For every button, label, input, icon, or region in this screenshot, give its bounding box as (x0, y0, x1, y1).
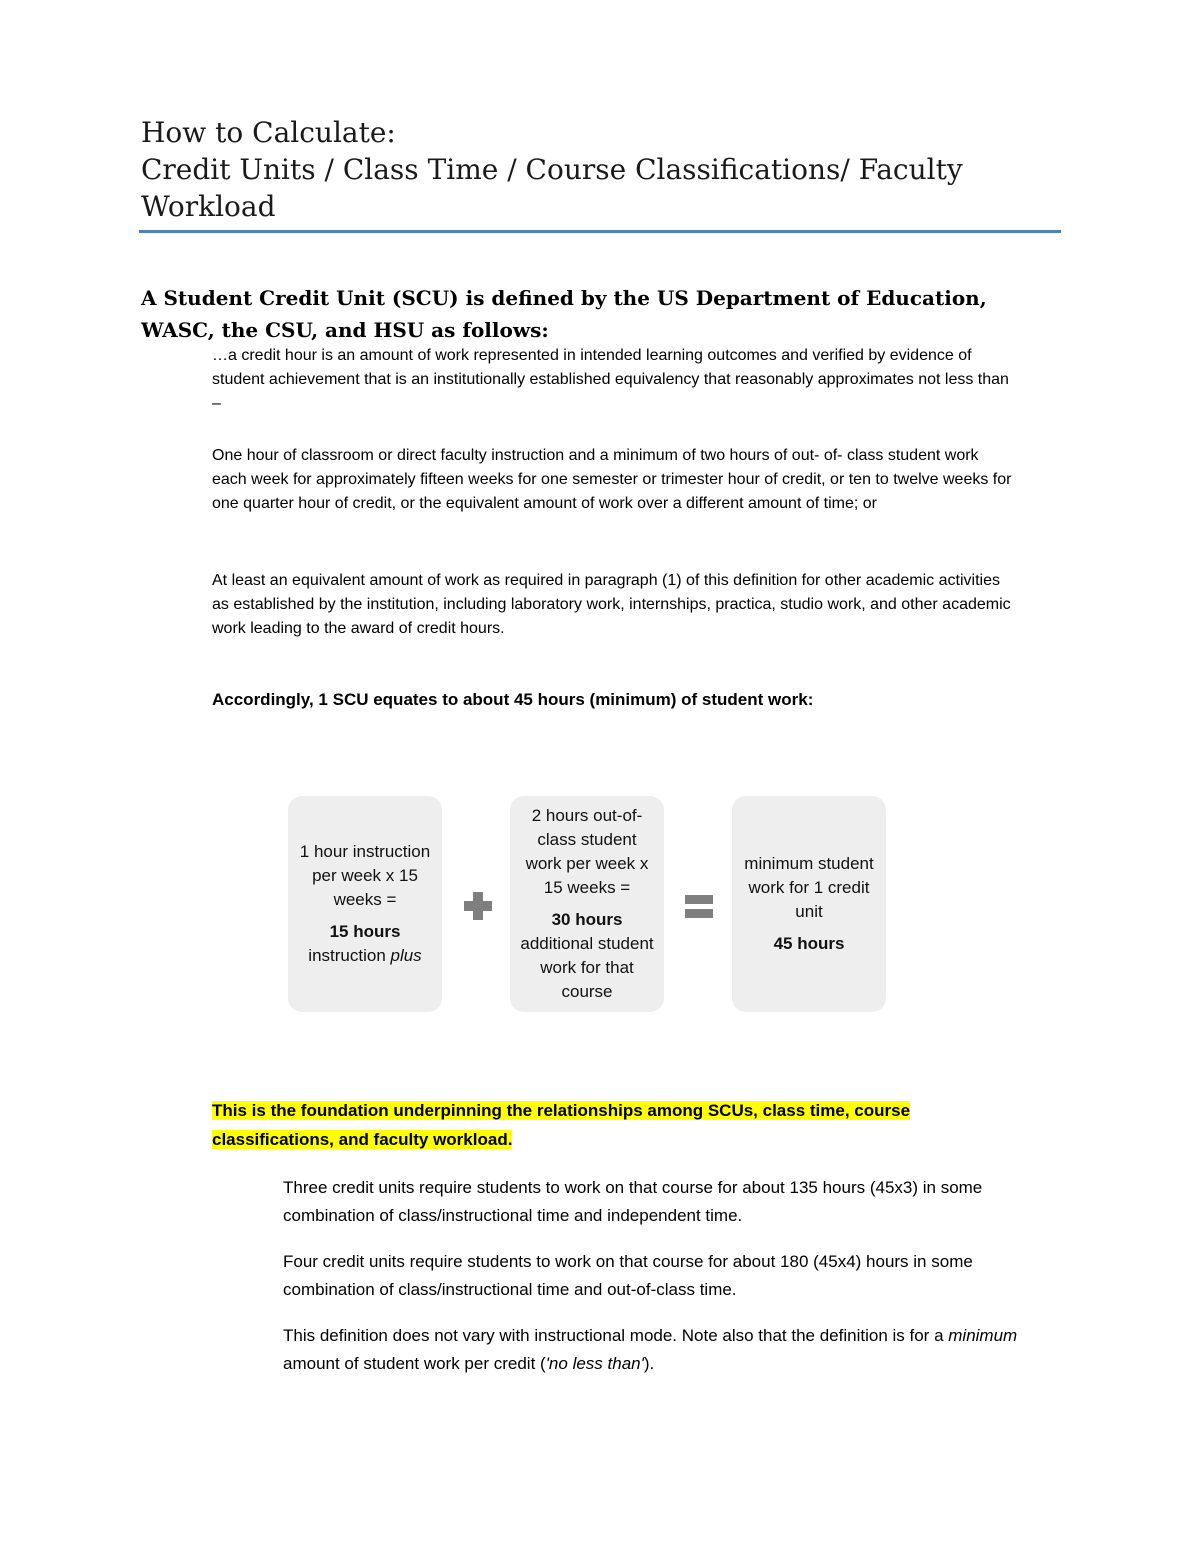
note-part-e: ). (643, 1354, 655, 1373)
out-of-class-value: 30 hours (551, 910, 623, 929)
title-line-2: Credit Units / Class Time / Course Classifications/ Faculty (141, 153, 963, 186)
out-of-class-hours-box (510, 796, 664, 1012)
total-hours-box (732, 796, 886, 1012)
plus-icon (464, 892, 492, 920)
note-no-less-than-italic: 'no less than' (545, 1354, 644, 1373)
total-hours-text: minimum student work for 1 credit unit (744, 854, 874, 921)
out-of-class-tail: additional student work for that course (520, 934, 654, 1001)
equals-icon (685, 895, 713, 919)
total-hours-value: 45 hours (773, 934, 845, 953)
page-title (141, 114, 1061, 225)
instruction-tail-italic: plus (390, 946, 422, 965)
note-minimum-italic: minimum (948, 1326, 1018, 1345)
definition-item-2: At least an equivalent amount of work as required in paragraph (1) of this definition for other academic activities as established by the institution, including laboratory work, internships, practica, studio work, and other academic work leading to the award of credit hours. (212, 572, 1011, 637)
definition-note-paragraph (283, 1322, 1043, 1378)
note-part-a: This definition does not vary with instructional mode. Note also that the definition is for a (283, 1326, 949, 1345)
highlighted-foundation-statement (212, 1096, 1012, 1154)
note-part-c: amount of student work per credit ( (283, 1354, 546, 1373)
instruction-hours-text: 1 hour instruction per week x 15 weeks = (299, 842, 431, 909)
highlight-text: This is the foundation underpinning the relationships among SCUs, class time, course classifications, and faculty workload. (212, 1101, 911, 1149)
instruction-tail-plain: instruction (308, 946, 391, 965)
instruction-hours-tail (308, 944, 421, 968)
three-credit-paragraph: Three credit units require students to work on that course for about 135 hours (45x3) in some combination of class/instructional time and independent time. (283, 1178, 983, 1225)
definition-item-1: One hour of classroom or direct faculty instruction and a minimum of two hours of out- of- class student work each week for approximately fifteen weeks for one semester or trimester hour of credit, or ten to twelve weeks for one quarter hour of credit, or the equivalent amount of work over a different amount of time; or (212, 447, 1012, 512)
four-credit-paragraph: Four credit units require students to work on that course for about 180 (45x4) hours in some combination of class/instructional time and out-of-class time. (283, 1252, 973, 1299)
title-line-1: How to Calculate: (141, 116, 396, 149)
scu-heading: A Student Credit Unit (SCU) is defined by the US Department of Education, WASC, the CSU, and HSU as follows: (141, 286, 987, 342)
instruction-hours-value: 15 hours (329, 922, 401, 941)
definition-intro: …a credit hour is an amount of work represented in intended learning outcomes and verified by evidence of student achievement that is an institutionally established equivalency that reasonably approximates not less than – (212, 347, 1009, 412)
out-of-class-text: 2 hours out-of-class student work per week x 15 weeks = (525, 806, 649, 897)
accordingly-statement: Accordingly, 1 SCU equates to about 45 hours (minimum) of student work: (212, 690, 814, 709)
instruction-hours-box (288, 796, 442, 1012)
title-line-3: Workload (141, 190, 276, 223)
title-underline (139, 230, 1061, 233)
